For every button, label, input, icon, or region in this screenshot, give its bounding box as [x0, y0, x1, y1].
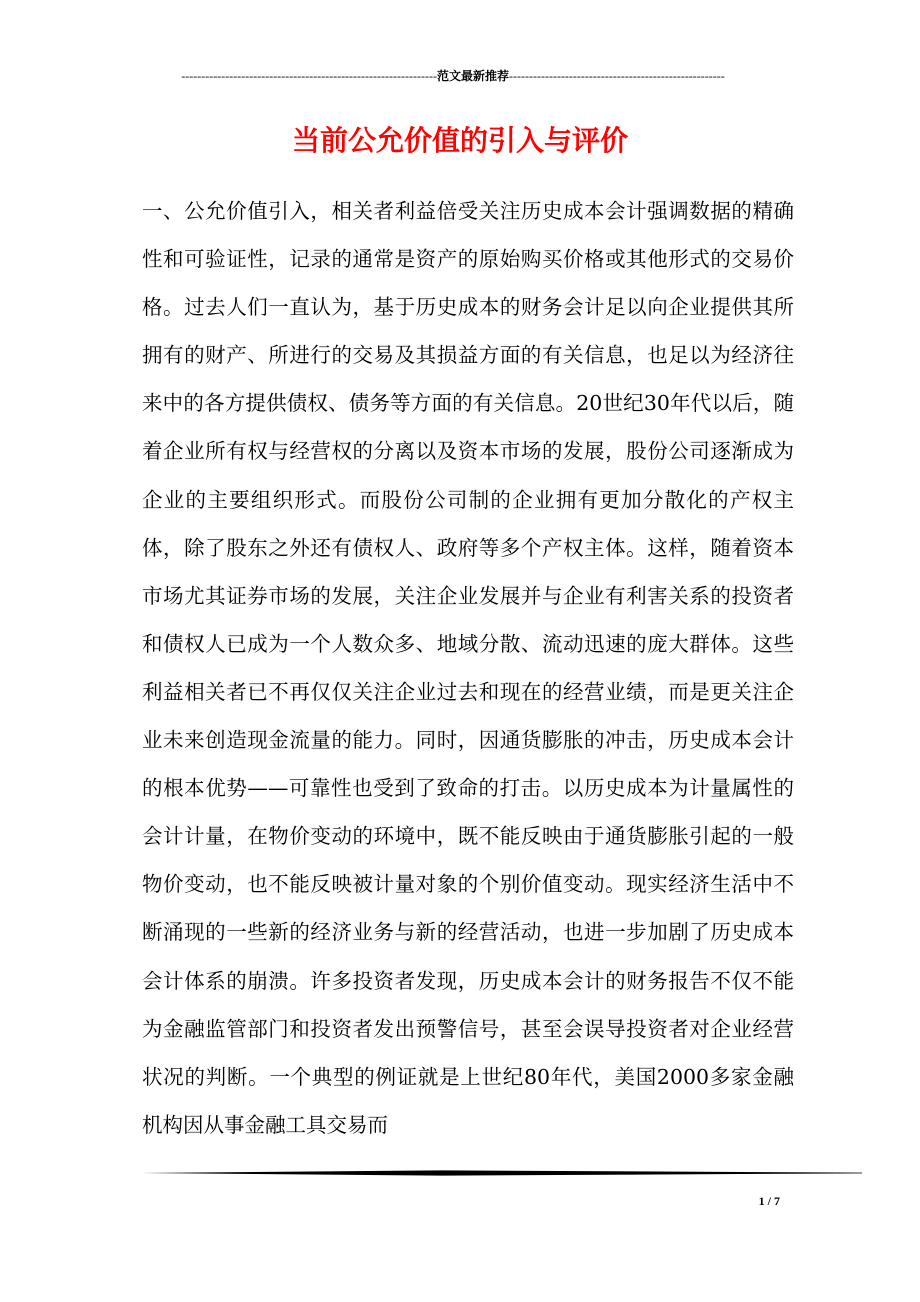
- page-header: [138, 66, 768, 86]
- header-label: 范文最新推荐: [436, 69, 509, 83]
- footer-rule-shape: [142, 1170, 862, 1175]
- document-title: 当前公允价值的引入与评价: [291, 124, 628, 157]
- footer-rule: [142, 1170, 862, 1176]
- header-right-dashes: ------------------------------------------------------: [508, 69, 725, 83]
- page-number: 1 / 7: [758, 1194, 780, 1208]
- body-paragraph: 一、公允价值引入，相关者利益倍受关注历史成本会计强调数据的精确性和可验证性，记录的通常是资产的原始购买价格或其他形式的交易价格。过去人们一直认为，基于历史成本的财务会计足以向企业提供其所拥有的财产、所进行的交易及其损益方面的有关信息，也足以为经济往来中的各方提供债权、债务等方面的有关信息。20世纪30年代以后，随着企业所有权与经营权的分离以及资本市场的发展，股份公司逐渐成为企业的主要组织形式。而股份公司制的企业拥有更加分散化的产权主体，除了股东之外还有债权人、政府等多个产权主体。这样，随着资本市场尤其证券市场的发展，关注企业发展并与企业有利害关系的投资者和债权人已成为一个人数众多、地域分散、流动迅速的庞大群体。这些利益相关者已不再仅仅关注企业过去和现在的经营业绩，而是更关注企业未来创造现金流量的能力。同时，因通货膨胀的冲击，历史成本会计的根本优势——可靠性也受到了致命的打击。以历史成本为计量属性的会计计量，在物价变动的环境中，既不能反映由于通货膨胀引起的一般物价变动，也不能反映被计量对象的个别价值变动。现实经济生活中不断涌现的一些新的经济业务与新的经营活动，也进一步加剧了历史成本会计体系的崩溃。许多投资者发现，历史成本会计的财务报告不仅不能为金融监管部门和投资者发出预警信号，甚至会误导投资者对企业经营状况的判断。一个典型的例证就是上世纪80年代，美国2000多家金融机构因从事金融工具交易而: [142, 199, 794, 1137]
- header-left-dashes: ----------------------------------------------------------------: [181, 69, 437, 83]
